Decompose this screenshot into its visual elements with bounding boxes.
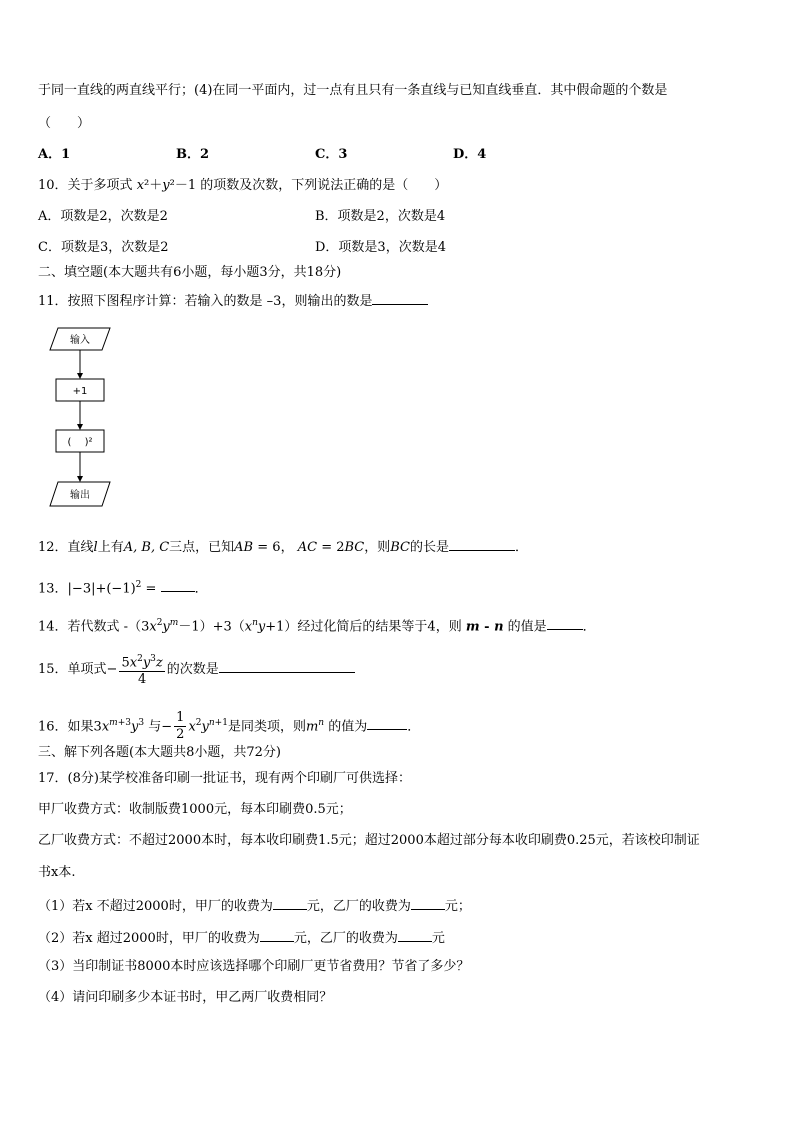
flow-output-label: 输出 xyxy=(70,490,90,501)
q11-flowchart xyxy=(40,322,120,517)
q15-text: 15．单项式− $\frac{5x^2y^3z}{4}$ 的次数是 xyxy=(38,650,355,690)
flow-step1-label: +1 xyxy=(72,386,88,397)
q17-part-3: （3）当印制证书8000本时应该选择哪个印刷厂更节省费用？节省了多少？ xyxy=(38,959,470,974)
q10-option-a: A．项数是2，次数是2 xyxy=(38,209,168,224)
q17-yi-2: 书x本. xyxy=(38,865,76,880)
q10-option-d: D．项数是3，次数是4 xyxy=(315,240,446,255)
q9-option-d: D．4 xyxy=(453,147,487,162)
q17-part-2: （2）若x 超过2000时，甲厂的收费为 元，乙厂的收费为 元 xyxy=(38,927,445,948)
q9-text: 于同一直线的两直线平行；(4)在同一平面内，过一点有且只有一条直线与已知直线垂直．其中假命题的个数是 xyxy=(38,83,668,98)
q11-text: 11．按照下图程序计算：若输入的数是 –3，则输出的数是 xyxy=(38,290,428,311)
q17-jia: 甲厂收费方式：收制版费1000元，每本印刷费0.5元； xyxy=(38,802,352,817)
q9-option-c: C．3 xyxy=(315,147,348,162)
q10-option-b: B．项数是2，次数是4 xyxy=(315,209,446,224)
flow-input-label: 输入 xyxy=(70,335,90,346)
q15-fraction: $\frac{5x^2y^3z}{4}$ xyxy=(119,651,164,688)
q17-part-1: （1）若x 不超过2000时，甲厂的收费为 元，乙厂的收费为 元； xyxy=(38,895,471,916)
q9-option-a: A．1 xyxy=(38,147,71,162)
flow-step2-label: ( )² xyxy=(67,437,93,448)
q14-text: 14．若代数式 $-(3x^2y^m-1)+3(x^ny+1)$经过化简后的结果等于4，则 m - n 的值是 ． xyxy=(38,614,596,636)
section-2-heading: 二、填空题(本大题共有6小题，每小题3分，共18分) xyxy=(38,265,342,280)
q9-paren: （ ） xyxy=(38,116,91,131)
q9-option-b: B．2 xyxy=(176,147,210,162)
q10-text: 10．关于多项式 x²＋y²－1 的项数及次数，下列说法正确的是（ ） xyxy=(38,178,448,193)
q16-text: 16．如果$3x^{m+3}y^3$ 与− $\frac{1}{2}$ $x^2y^{n+1}$是同类项，则$m^n$ 的值为 ． xyxy=(38,710,421,743)
q17-part-4: （4）请问印刷多少本证书时，甲乙两厂收费相同？ xyxy=(38,990,333,1005)
q17-intro: 17．(8分)某学校准备印刷一批证书，现有两个印刷厂可供选择： xyxy=(38,771,411,786)
section-3-heading: 三、解下列各题(本大题共8小题，共72分) xyxy=(38,745,281,760)
q17-yi-1: 乙厂收费方式：不超过2000本时，每本收印刷费1.5元；超过2000本超过部分每本收印刷费0.25元，若该校印制证 xyxy=(38,833,700,848)
q10-polynomial: x²＋y²－1 xyxy=(136,178,197,193)
q10-option-c: C．项数是3，次数是2 xyxy=(38,240,169,255)
q12-text: 12．直线l上有A, B, C三点，已知AB = 6， AC = 2BC，则BC的长是 ． xyxy=(38,536,528,557)
q13-text: 13．$|-3|+(-1)^2$ = ． xyxy=(38,576,208,598)
